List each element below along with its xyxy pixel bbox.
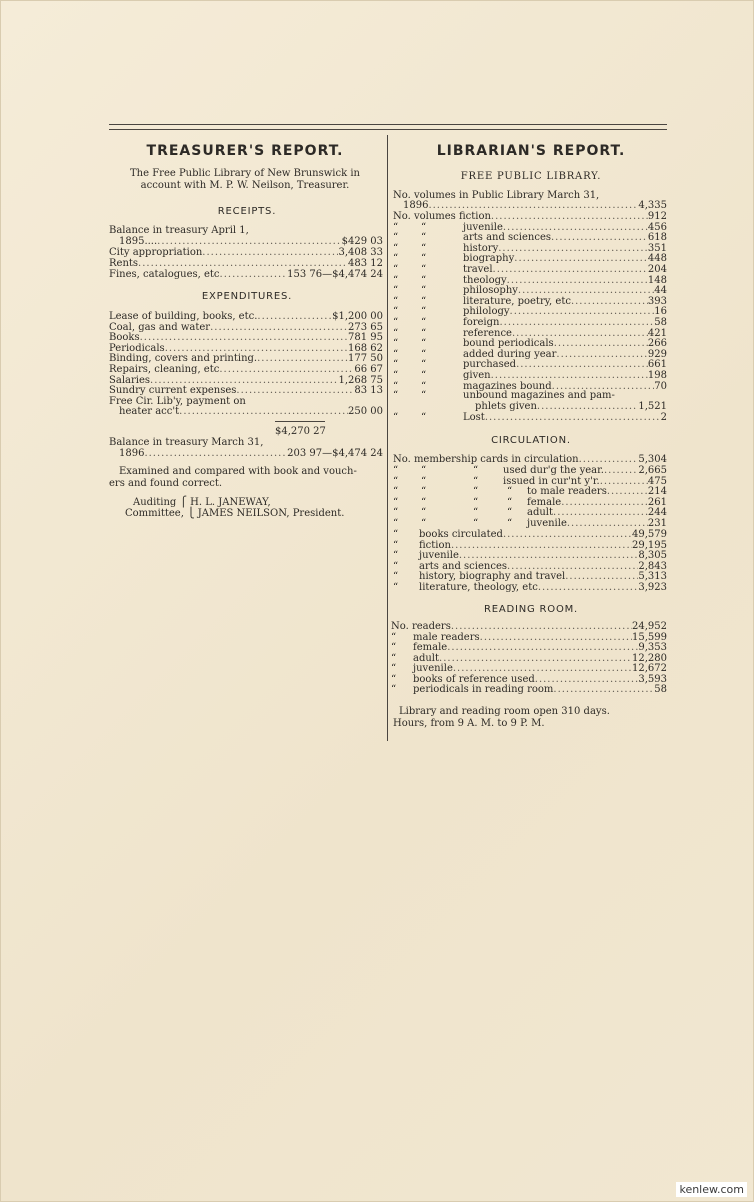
dot-leader: [499, 318, 654, 329]
row-label: books of reference used: [413, 673, 535, 685]
ditto-mark: “: [393, 529, 399, 540]
volume-row: [393, 318, 667, 329]
row-label: philosophy: [463, 285, 518, 297]
row-value: 2,665: [638, 465, 667, 476]
row-value: 618: [647, 232, 667, 244]
expenditures-heading: EXPENDITURES.: [201, 291, 293, 302]
dot-leader: [480, 633, 632, 644]
row-label: City appropriation: [109, 247, 203, 258]
dot-leader: [144, 449, 287, 460]
dot-leader: [219, 365, 354, 376]
ditto-mark: “: [473, 465, 479, 476]
row-value: 261: [647, 496, 667, 508]
circulation-top-row: [393, 455, 667, 466]
ditto-mark: “: [393, 242, 399, 254]
ditto-mark: “: [421, 338, 427, 350]
lost-row: [393, 413, 667, 424]
expenditure-row: [109, 323, 383, 334]
librarian-subtitle: FREE PUBLIC LIBRARY.: [460, 171, 602, 182]
ditto-mark: “: [421, 496, 427, 508]
circulation-book-row: [393, 572, 667, 583]
reading-heading: READING ROOM.: [483, 604, 579, 615]
dot-leader: [579, 455, 639, 466]
ditto-mark: “: [421, 264, 427, 275]
dot-leader: [236, 386, 354, 397]
treasurer-intro-line1: The Free Public Library of New Brunswick in: [130, 168, 360, 179]
row-value: 177 50: [348, 353, 383, 365]
row-label: Books: [109, 332, 140, 344]
row-value: 351: [647, 242, 667, 254]
ditto-mark: “: [421, 517, 427, 529]
dot-leader: [491, 212, 648, 223]
circulation-book-row: [393, 551, 667, 562]
row-label: purchased: [463, 359, 517, 371]
ditto-mark: “: [421, 359, 427, 371]
row-label: 1895....: [119, 236, 158, 247]
row-label: adult: [413, 652, 440, 664]
volume-row: [393, 254, 667, 265]
row-value: 9,353: [638, 642, 667, 653]
row-value: 29,195: [632, 539, 667, 551]
unbound-label1: unbound magazines and pam-: [463, 390, 615, 401]
ditto-mark: “: [393, 327, 399, 339]
circulation-book-row: [393, 583, 667, 594]
volumes-line1: No. volumes in Public Library March 31,: [393, 190, 600, 201]
top-rule-2: [109, 129, 667, 130]
row-value: 8,305: [638, 550, 667, 561]
row-label: arts and sciences: [419, 560, 507, 572]
volumes-total-row: [393, 201, 667, 212]
dot-leader: [485, 413, 661, 424]
dot-leader: [554, 339, 648, 350]
ditto-mark: “: [393, 496, 399, 508]
volume-row: [393, 307, 667, 318]
circulation-heading: CIRCULATION.: [491, 435, 571, 446]
circulation-card-row: [393, 519, 667, 530]
row-value: 16: [654, 306, 667, 318]
expenditure-row: [109, 312, 383, 323]
dot-leader: [447, 643, 638, 654]
row-label: history: [463, 242, 499, 254]
row-value: 1,268 75: [338, 374, 383, 386]
row-label: juvenile: [463, 221, 503, 233]
ditto-mark: “: [473, 507, 479, 518]
ditto-mark: “: [421, 507, 427, 518]
volume-row: [393, 265, 667, 276]
row-label: issued in cur'nt y'r.: [503, 475, 600, 487]
dot-leader: [451, 622, 632, 633]
ditto-mark: “: [391, 652, 397, 664]
ditto-mark: “: [393, 507, 399, 518]
ditto-mark: “: [507, 507, 513, 518]
row-value: 244: [647, 507, 667, 518]
examined-line1: Examined and compared with book and vouch-: [119, 466, 357, 477]
expenditure-row: [109, 407, 383, 418]
ditto-mark: “: [393, 285, 399, 297]
row-value: 153 76—$4,474 24: [287, 269, 383, 280]
footer-line2: Hours, from 9 A. M. to 9 P. M.: [393, 718, 545, 729]
row-label: juvenile: [527, 517, 567, 529]
circulation-book-row: [393, 530, 667, 541]
row-value: 214: [647, 486, 667, 497]
row-label: biography: [463, 253, 515, 265]
row-label: travel: [463, 264, 493, 275]
reading-row: [391, 685, 667, 696]
ditto-mark: “: [421, 412, 427, 423]
volume-row: [393, 297, 667, 308]
ditto-mark: “: [393, 253, 399, 265]
row-label: used dur'g the year.: [503, 465, 604, 476]
expenditure-label: Free Cir. Lib'y, payment on: [109, 395, 246, 407]
row-label: periodicals in reading room: [413, 684, 554, 695]
dot-leader: [553, 508, 648, 519]
row-label: juvenile: [419, 550, 459, 561]
volume-row: [393, 371, 667, 382]
row-label: given: [463, 370, 491, 381]
ditto-mark: “: [421, 295, 427, 307]
dot-leader: [453, 664, 632, 675]
balance-row: [109, 449, 383, 460]
row-value: 198: [647, 370, 667, 381]
ditto-mark: “: [393, 221, 399, 233]
dot-leader: [451, 541, 632, 552]
receipt-row: [109, 248, 383, 259]
dot-leader: [138, 259, 348, 270]
ditto-mark: “: [391, 642, 397, 653]
volume-row: [393, 350, 667, 361]
dot-leader: [210, 323, 348, 334]
row-value: 661: [647, 359, 667, 371]
row-value: $429 03: [341, 236, 383, 247]
row-value: 70: [654, 380, 667, 392]
dot-leader: [571, 297, 648, 308]
row-value: 421: [647, 327, 667, 339]
ditto-mark: “: [393, 370, 399, 381]
row-value: 24,952: [632, 621, 667, 632]
dot-leader: [507, 276, 648, 287]
volume-row: [393, 360, 667, 371]
ditto-mark: “: [507, 486, 513, 497]
circulation-card-row: [393, 466, 667, 477]
ditto-mark: “: [393, 412, 399, 423]
lost-label: Lost: [463, 412, 485, 423]
row-label: reference: [463, 327, 512, 339]
row-label: heater acc't: [119, 406, 180, 418]
reading-row: [391, 643, 667, 654]
reading-row: [391, 664, 667, 675]
row-label: No. readers: [391, 621, 451, 632]
volume-row: [393, 276, 667, 287]
dot-leader: [565, 572, 638, 583]
dot-leader: [538, 583, 639, 594]
ditto-mark: “: [421, 475, 427, 487]
volumes-value: 4,335: [638, 200, 667, 211]
ditto-mark: “: [393, 295, 399, 307]
ditto-mark: “: [391, 673, 397, 685]
ditto-mark: “: [393, 475, 399, 487]
row-value: 3,408 33: [338, 247, 383, 258]
dot-leader: [179, 407, 348, 418]
dot-leader: [551, 233, 648, 244]
ditto-mark: “: [421, 380, 427, 392]
row-label: to male readers: [527, 486, 607, 497]
row-label: No. volumes fiction: [393, 211, 491, 222]
librarian-title: LIBRARIAN'S REPORT.: [436, 143, 626, 159]
ditto-mark: “: [391, 663, 397, 674]
dot-leader: [428, 201, 638, 212]
ditto-mark: “: [507, 517, 513, 529]
row-label: literature, theology, etc: [419, 581, 538, 593]
unbound-row2: [393, 402, 667, 413]
auditing-line1: Auditing ⎧ H. L. JANEWAY,: [133, 497, 271, 508]
row-value: 231: [647, 517, 667, 529]
dot-leader: [510, 307, 655, 318]
receipt-row: [109, 259, 383, 270]
ditto-mark: “: [393, 390, 399, 401]
ditto-mark: “: [421, 285, 427, 297]
row-value: 2,843: [638, 560, 667, 572]
row-value: $1,200 00: [332, 311, 383, 322]
top-rule: [109, 124, 667, 125]
row-label: foreign: [463, 317, 500, 328]
ditto-mark: “: [421, 221, 427, 233]
expenditure-row: [109, 365, 383, 376]
dot-leader: [491, 371, 648, 382]
examined-line2: ers and found correct.: [109, 478, 223, 489]
row-value: 3,923: [638, 581, 667, 593]
balance-label: 1896: [119, 448, 145, 459]
row-label: philology: [463, 306, 510, 318]
site-watermark: kenlew.com: [676, 1182, 747, 1197]
row-value: 148: [647, 274, 667, 286]
lost-value: 2: [660, 412, 667, 423]
row-label: Sundry current expenses: [109, 385, 237, 397]
ditto-mark: “: [421, 232, 427, 244]
ditto-mark: “: [393, 348, 399, 360]
ditto-mark: “: [421, 306, 427, 318]
ditto-mark: “: [421, 486, 427, 497]
dot-leader: [607, 487, 648, 498]
treasurer-intro-line2: account with M. P. W. Neilson, Treasurer.: [140, 180, 350, 191]
row-label: theology: [463, 274, 507, 286]
row-value: 912: [647, 211, 667, 222]
row-value: 483 12: [348, 258, 383, 269]
row-label: fiction: [419, 539, 451, 551]
ditto-mark: “: [421, 253, 427, 265]
ditto-mark: “: [393, 232, 399, 244]
ditto-mark: “: [393, 517, 399, 529]
row-label: Salaries: [109, 374, 151, 386]
ditto-mark: “: [421, 274, 427, 286]
row-label: books circulated: [419, 529, 503, 540]
row-value: 44: [654, 285, 667, 297]
dot-leader: [600, 477, 648, 488]
dot-leader: [516, 360, 648, 371]
ditto-mark: “: [393, 359, 399, 371]
dot-leader: [514, 254, 648, 265]
row-label: Repairs, cleaning, etc: [109, 364, 220, 375]
dot-leader: [567, 519, 648, 530]
ditto-mark: “: [421, 370, 427, 381]
ditto-mark: “: [393, 571, 399, 582]
row-value: 15,599: [632, 631, 667, 643]
circulation-card-row: [393, 487, 667, 498]
row-label: Coal, gas and water: [109, 321, 211, 333]
row-value: 393: [647, 295, 667, 307]
unbound-label2: phlets given: [475, 401, 537, 412]
row-value: 204: [647, 264, 667, 275]
row-label: literature, poetry, etc: [463, 295, 571, 307]
ditto-mark: “: [391, 631, 397, 643]
ditto-mark: “: [473, 475, 479, 487]
circulation-top-label: No. membership cards in circulation: [393, 454, 579, 465]
dot-leader: [459, 551, 638, 562]
row-label: Fines, catalogues, etc: [109, 269, 220, 280]
footer-line1: Library and reading room open 310 days.: [399, 706, 610, 717]
row-label: Periodicals: [109, 342, 165, 354]
row-value: 273 65: [348, 321, 383, 333]
row-value: 448: [647, 253, 667, 265]
dot-leader: [493, 265, 648, 276]
row-label: male readers: [413, 631, 480, 643]
row-label: history, biography and travel: [419, 571, 566, 582]
row-value: 12,280: [632, 652, 667, 664]
dot-leader: [202, 248, 338, 259]
dot-leader: [553, 685, 654, 696]
ditto-mark: “: [393, 380, 399, 392]
circulation-card-row: [393, 508, 667, 519]
ditto-mark: “: [393, 274, 399, 286]
dot-leader: [257, 312, 332, 323]
row-label: female: [413, 642, 448, 653]
expenditures-total: $4,270 27: [275, 426, 326, 437]
ditto-mark: “: [393, 550, 399, 561]
dot-leader: [439, 654, 632, 665]
dot-leader: [561, 498, 648, 509]
ditto-mark: “: [393, 317, 399, 328]
ditto-mark: “: [421, 390, 427, 401]
ditto-mark: “: [421, 348, 427, 360]
dot-leader: [498, 244, 648, 255]
dot-leader: [503, 530, 632, 541]
row-label: adult: [527, 507, 554, 518]
row-value: 781 95: [348, 332, 383, 344]
ditto-mark: “: [473, 486, 479, 497]
receipts-heading: RECEIPTS.: [217, 206, 277, 217]
dot-leader: [140, 333, 348, 344]
row-value: 929: [647, 348, 667, 360]
volume-row: [393, 233, 667, 244]
dot-leader: [157, 237, 341, 248]
row-value: 49,579: [632, 529, 667, 540]
row-value: 12,672: [632, 663, 667, 674]
row-label: magazines bound: [463, 380, 552, 392]
unbound-row1: [393, 391, 667, 402]
row-value: 58: [654, 684, 667, 695]
row-label: Rents: [109, 258, 139, 269]
receipt-row: [109, 270, 383, 281]
ditto-mark: “: [421, 327, 427, 339]
receipt-label: Balance in treasury April 1,: [109, 225, 249, 236]
ditto-mark: “: [421, 317, 427, 328]
circulation-top-value: 5,304: [638, 454, 667, 465]
balance-value: 203 97—$4,474 24: [287, 448, 383, 459]
reading-row: [391, 622, 667, 633]
row-label: arts and sciences: [463, 232, 551, 244]
volume-row: [393, 244, 667, 255]
ditto-mark: “: [507, 496, 513, 508]
dot-leader: [556, 350, 647, 361]
ditto-mark: “: [473, 496, 479, 508]
ditto-mark: “: [421, 242, 427, 254]
auditing-line2: Committee, ⎩ JAMES NEILSON, President.: [125, 508, 345, 519]
ditto-mark: “: [393, 539, 399, 551]
row-label: juvenile: [413, 663, 453, 674]
ditto-mark: “: [393, 465, 399, 476]
dot-leader: [604, 466, 638, 477]
ditto-mark: “: [393, 581, 399, 593]
row-value: 266: [647, 338, 667, 350]
dot-leader: [257, 354, 348, 365]
row-label: added during year: [463, 348, 557, 360]
row-value: 475: [647, 475, 667, 487]
ditto-mark: “: [393, 560, 399, 572]
volume-row: [393, 212, 667, 223]
row-value: 250 00: [348, 406, 383, 418]
row-label: bound periodicals: [463, 338, 554, 350]
column-divider: [387, 135, 388, 741]
row-value: 5,313: [638, 571, 667, 582]
row-label: Lease of building, books, etc.: [109, 311, 258, 322]
row-value: 3,593: [638, 673, 667, 685]
ditto-mark: “: [393, 264, 399, 275]
balance-line1: Balance in treasury March 31,: [109, 437, 264, 448]
dot-leader: [537, 402, 638, 413]
dot-leader: [220, 270, 288, 281]
ditto-mark: “: [393, 338, 399, 350]
row-value: 58: [654, 317, 667, 328]
row-value: 66 67: [354, 364, 383, 375]
row-value: 168 62: [348, 342, 383, 354]
ditto-mark: “: [473, 517, 479, 529]
ditto-mark: “: [393, 486, 399, 497]
receipt-row: [109, 237, 383, 248]
ditto-mark: “: [393, 306, 399, 318]
unbound-value: 1,521: [638, 401, 667, 412]
ditto-mark: “: [421, 465, 427, 476]
ditto-mark: “: [391, 684, 397, 695]
row-value: 456: [647, 221, 667, 233]
row-label: Binding, covers and printing.: [109, 353, 258, 365]
volumes-label: 1896: [403, 200, 429, 211]
row-label: female: [527, 496, 562, 508]
treasurer-title: TREASURER'S REPORT.: [146, 143, 344, 159]
total-rule: [275, 421, 325, 422]
row-value: 83 13: [354, 385, 383, 397]
